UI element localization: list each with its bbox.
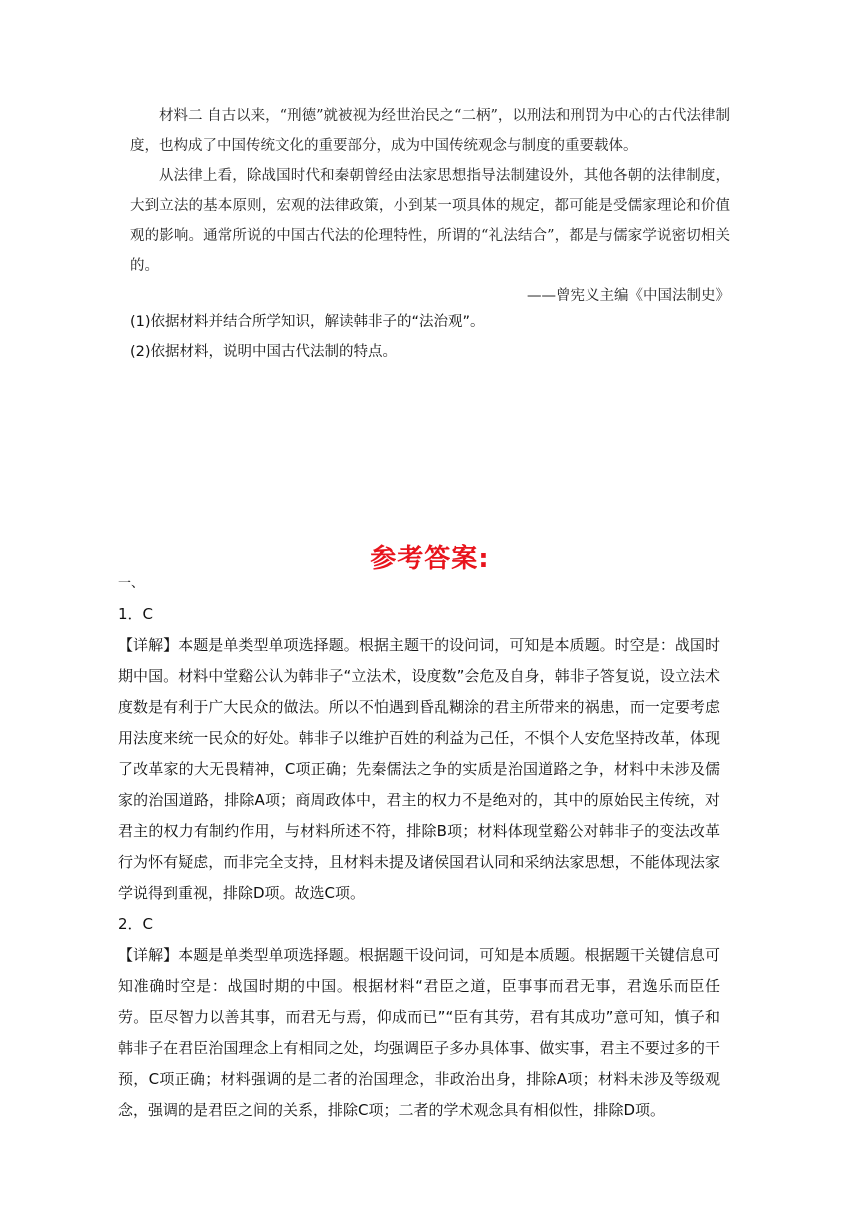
question-list xyxy=(130,307,730,367)
answer-2-detail: 【详解】本题是单类型单项选择题。根据题干设问词，可知是本质题。根据题干关键信息可知准确时空是：战国时期的中国。根据材料“君臣之道，臣事事而君无事，君逸乐而臣任劳。臣尽智力以善其事，而君无与焉，仰成而已”“臣有其劳，君有其成功”意可知，慎子和韩非子在君臣治国理念上有相同之处，均强调臣子多办具体事、做实事，君主不要过多的干预，C项正确；材料强调的是二者的治国理念，非政治出身，排除A项；材料未涉及等级观念，强调的是君臣之间的关系，排除C项；二者的学术观念具有相似性，排除D项。 xyxy=(118,946,720,1119)
question-1: (1)依据材料并结合所学知识，解读韩非子的“法治观”。 xyxy=(130,314,485,330)
material-paragraph-2: 从法律上看，除战国时代和秦朝曾经由法家思想指导法制建设外，其他各朝的法律制度，大到立法的基本原则，宏观的法律政策，小到某一项具体的规定，都可能是受儒家理论和价值观的影响。通常所说的中国古代法的伦理特性，所谓的“礼法结合”，都是与儒家学说密切相关的。 xyxy=(130,168,730,274)
section-heading: 一、 xyxy=(118,576,145,591)
answer-title: 参考答案: xyxy=(370,544,490,574)
answer-1-number: 1．C xyxy=(118,605,154,623)
answer-1-detail: 【详解】本题是单类型单项选择题。根据主题干的设问词，可知是本质题。时空是：战国时期中国。材料中堂谿公认为韩非子“立法术，设度数”会危及自身，韩非子答复说，设立法术度数是有利于广大民众的做法。所以不怕遇到昏乱糊涂的君主所带来的祸患，而一定要考虑用法度来统一民众的好处。韩非子以维护百姓的利益为己任，不惧个人安危坚持改革，体现了改革家的大无畏精神，C项正确；先秦儒法之争的实质是治国道路之争，材料中未涉及儒家的治国道路，排除A项；商周政体中，君主的权力不是绝对的，其中的原始民主传统，对君主的权力有制约作用，与材料所述不符，排除B项；材料体现堂谿公对韩非子的变法改革行为怀有疑虑，而非完全支持，且材料未提及诸侯国君认同和采纳法家思想，不能体现法家学说得到重视，排除D项。故选C项。 xyxy=(118,636,720,902)
answer-section xyxy=(118,568,720,1126)
material-source: ——曾宪义主编《中国法制史》 xyxy=(527,288,730,304)
material-paragraph-1: 材料二 自古以来，“刑德”就被视为经世治民之“二柄”，以刑法和刑罚为中心的古代法律制度，也构成了中国传统文化的重要部分，成为中国传统观念与制度的重要载体。 xyxy=(130,108,730,154)
material-two xyxy=(130,101,730,311)
answer-2-number: 2．C xyxy=(118,915,154,933)
question-2: (2)依据材料，说明中国古代法制的特点。 xyxy=(130,344,398,360)
